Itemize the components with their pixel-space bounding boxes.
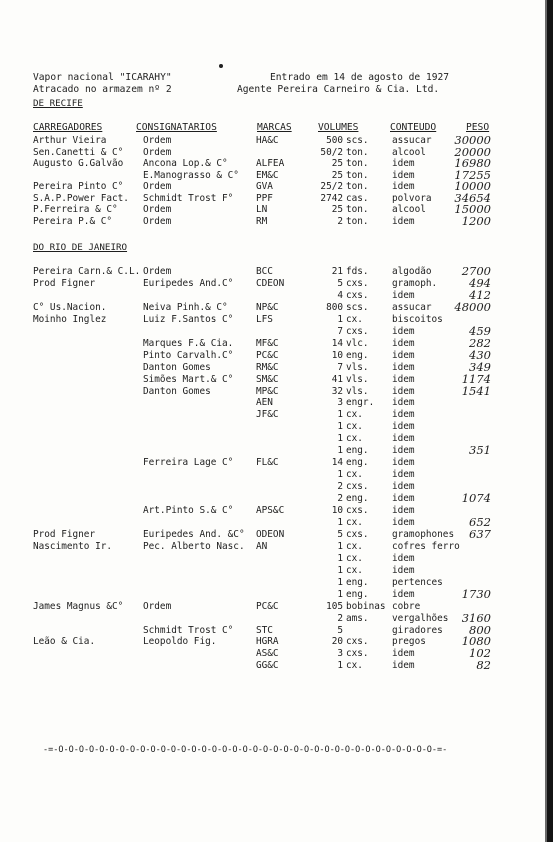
weight-cell: 459	[469, 323, 491, 338]
contents-cell: alcool	[392, 146, 426, 158]
mark-cell: BCC	[256, 266, 273, 277]
unit-cell: eng.	[346, 493, 369, 505]
consignee-cell: Luiz F.Santos C°	[143, 313, 234, 325]
contents-cell: giradores	[392, 624, 443, 636]
table-row	[0, 553, 553, 564]
table-row	[0, 397, 553, 408]
unit-cell: bobinas	[346, 600, 386, 612]
contents-cell: vergalhões	[392, 612, 449, 624]
contents-cell: cobre	[392, 600, 421, 612]
weight-cell: 16980	[454, 156, 491, 171]
volumes-cell: 4	[337, 289, 343, 301]
unit-cell: cx.	[346, 469, 363, 481]
weight-cell: 82	[476, 658, 491, 673]
volumes-cell: 25	[331, 169, 343, 181]
weight-cell: 349	[469, 359, 491, 374]
volumes-cell: 2	[337, 215, 343, 227]
table-row	[0, 493, 553, 504]
column-header-volumes: VOLUMES	[318, 122, 359, 133]
table-row	[0, 586, 553, 601]
mark-cell: MF&C	[256, 337, 279, 349]
mark-cell: RM	[256, 215, 268, 227]
volumes-cell: 41	[331, 373, 343, 385]
table-row	[0, 526, 553, 541]
contents-cell: idem	[392, 361, 415, 373]
contents-cell: idem	[392, 181, 415, 193]
volumes-cell: 1	[337, 469, 343, 481]
unit-cell: vls.	[346, 361, 369, 373]
weight-cell: 1200	[461, 213, 491, 228]
column-header-consignees: CONSIGNATARIOS	[136, 122, 217, 133]
unit-cell: vls.	[346, 385, 369, 397]
weight-cell: 34654	[454, 190, 491, 205]
contents-cell: idem	[392, 325, 415, 337]
table-row	[0, 371, 553, 386]
table-row	[0, 469, 553, 480]
table-row	[0, 457, 553, 468]
contents-cell: idem	[392, 169, 415, 181]
table-row	[0, 601, 553, 612]
consignee-cell: Euripedes And. &C°	[143, 528, 245, 540]
vessel-name: Vapor nacional "ICARAHY"	[33, 72, 172, 83]
weight-cell: 652	[469, 514, 491, 529]
volumes-cell: 2	[337, 481, 343, 493]
unit-cell: scs.	[346, 135, 369, 146]
shipper-cell: Nascimento Ir.	[33, 540, 113, 552]
contents-cell: algodão	[392, 266, 432, 277]
agent-info: Agente Pereira Carneiro & Cia. Ltd.	[237, 84, 440, 95]
consignee-cell: Pinto Carvalh.C°	[143, 349, 234, 361]
volumes-cell: 1	[337, 588, 343, 600]
unit-cell: cxs.	[346, 648, 369, 660]
volumes-cell: 2	[337, 612, 343, 624]
mark-cell: HA&C	[256, 135, 279, 146]
table-row	[0, 610, 553, 625]
shipper-cell: James Magnus &C°	[33, 600, 124, 612]
berth-info: Atracado no armazem nº 2	[33, 84, 172, 95]
unit-cell: ton.	[346, 158, 369, 170]
contents-cell: idem	[392, 469, 415, 481]
volumes-cell: 500	[326, 135, 343, 146]
unit-cell: eng.	[346, 588, 369, 600]
unit-cell: eng.	[346, 457, 369, 469]
weight-cell: 10000	[454, 179, 491, 194]
volumes-cell: 1	[337, 516, 343, 528]
contents-cell: idem	[392, 493, 415, 505]
consignee-cell: Marques F.& Cia.	[143, 337, 234, 349]
unit-cell: cas.	[346, 192, 369, 204]
volumes-cell: 105	[326, 600, 343, 612]
volumes-cell: 3	[337, 648, 343, 660]
contents-cell: gramoph.	[392, 277, 438, 289]
consignee-cell: Ordem	[143, 146, 172, 158]
contents-cell: idem	[392, 505, 415, 516]
unit-cell: cx.	[346, 433, 363, 445]
mark-cell: LN	[256, 204, 268, 216]
unit-cell: cxs.	[346, 277, 369, 289]
shipper-cell: Arthur Vieira	[33, 135, 107, 146]
consignee-cell: Art.Pinto S.& C°	[143, 505, 234, 516]
mark-cell: GG&C	[256, 660, 279, 672]
contents-cell: idem	[392, 481, 415, 493]
table-row	[0, 347, 553, 362]
weight-cell: 351	[469, 443, 491, 458]
unit-cell: cxs.	[346, 481, 369, 493]
shipper-cell: Pereira Carn.& C.L.	[33, 266, 141, 277]
volumes-cell: 1	[337, 540, 343, 552]
table-row	[0, 445, 553, 456]
contents-cell: idem	[392, 349, 415, 361]
mark-cell: LFS	[256, 313, 273, 325]
consignee-cell: Ferreira Lage C°	[143, 457, 234, 469]
volumes-cell: 7	[337, 325, 343, 337]
consignee-cell: Schmidt Trost C°	[143, 624, 234, 636]
mark-cell: RM&C	[256, 361, 279, 373]
consignee-cell: Ordem	[143, 600, 172, 612]
table-row	[0, 421, 553, 432]
contents-cell: idem	[392, 289, 415, 301]
contents-cell: assucar	[392, 301, 432, 313]
weight-cell: 15000	[454, 202, 491, 217]
mark-cell: AEN	[256, 397, 273, 409]
mark-cell: CDEON	[256, 277, 285, 289]
contents-cell: idem	[392, 516, 415, 528]
volumes-cell: 2742	[320, 192, 343, 204]
unit-cell: cxs.	[346, 289, 369, 301]
unit-cell: cx.	[346, 516, 363, 528]
mark-cell: FL&C	[256, 457, 279, 469]
table-row	[0, 359, 553, 374]
contents-cell: idem	[392, 588, 415, 600]
weight-cell: 30000	[454, 133, 491, 147]
volumes-cell: 25	[331, 158, 343, 170]
table-row	[0, 660, 553, 671]
volumes-cell: 2	[337, 493, 343, 505]
unit-cell: ams.	[346, 612, 369, 624]
mark-cell: AS&C	[256, 648, 279, 660]
contents-cell: idem	[392, 564, 415, 576]
unit-cell: cxs.	[346, 636, 369, 648]
unit-cell: ton.	[346, 146, 369, 158]
weight-cell: 102	[469, 646, 491, 661]
unit-cell: cx.	[346, 540, 363, 552]
contents-cell: idem	[392, 385, 415, 397]
contents-cell: idem	[392, 660, 415, 672]
unit-cell: engr.	[346, 397, 375, 409]
unit-cell: vlc.	[346, 337, 369, 349]
contents-cell: pertences	[392, 576, 443, 588]
shipper-cell: S.A.P.Power Fact.	[33, 192, 129, 204]
consignee-cell: Ordem	[143, 135, 172, 146]
table-row	[0, 299, 553, 314]
volumes-cell: 5	[337, 277, 343, 289]
unit-cell: vls.	[346, 373, 369, 385]
mark-cell: AN	[256, 540, 268, 552]
consignee-cell: Ordem	[143, 181, 172, 193]
mark-cell: PC&C	[256, 600, 279, 612]
consignee-cell: Euripedes And.C°	[143, 277, 234, 289]
contents-cell: idem	[392, 552, 415, 564]
weight-cell: 17255	[454, 167, 491, 182]
table-row	[0, 213, 553, 228]
mark-cell: GVA	[256, 181, 273, 193]
contents-cell: gramophones	[392, 528, 455, 540]
shipper-cell: Prod Figner	[33, 528, 96, 540]
weight-cell: 637	[469, 526, 491, 541]
weight-cell: 1541	[461, 383, 491, 398]
unit-cell: eng.	[346, 445, 369, 457]
weight-cell: 412	[469, 287, 491, 302]
volumes-cell: 20	[331, 636, 343, 648]
consignee-cell: Pec. Alberto Nasc.	[143, 540, 245, 552]
volumes-cell: 1	[337, 564, 343, 576]
contents-cell: idem	[392, 373, 415, 385]
shipper-cell: Prod Figner	[33, 277, 96, 289]
ink-dot	[219, 64, 223, 68]
unit-cell: fds.	[346, 266, 369, 277]
contents-cell: idem	[392, 158, 415, 170]
volumes-cell: 32	[331, 385, 343, 397]
table-row	[0, 409, 553, 420]
volumes-cell: 50/2	[320, 146, 343, 158]
unit-cell: cx.	[346, 552, 363, 564]
unit-cell: eng.	[346, 576, 369, 588]
contents-cell: idem	[392, 421, 415, 433]
mark-cell: HGRA	[256, 636, 279, 648]
consignee-cell: Ordem	[143, 204, 172, 216]
consignee-cell: Danton Gomes	[143, 385, 211, 397]
shipper-cell: P.Ferreira & C°	[33, 204, 118, 216]
consignee-cell: E.Manograsso & C°	[143, 169, 239, 181]
contents-cell: pregos	[392, 636, 426, 648]
volumes-cell: 1	[337, 552, 343, 564]
shipper-cell: Sen.Canetti & C°	[33, 146, 124, 158]
table-row	[0, 648, 553, 659]
volumes-cell: 10	[331, 505, 343, 516]
mark-cell: PPF	[256, 192, 273, 204]
volumes-cell: 14	[331, 337, 343, 349]
mark-cell: MP&C	[256, 385, 279, 397]
weight-cell: 282	[469, 335, 491, 350]
contents-cell: idem	[392, 433, 415, 445]
unit-cell: eng.	[346, 349, 369, 361]
consignee-cell: Schmidt Trost F°	[143, 192, 234, 204]
unit-cell: cxs.	[346, 528, 369, 540]
volumes-cell: 1	[337, 421, 343, 433]
weight-cell: 2700	[461, 264, 491, 278]
consignee-cell: Ordem	[143, 266, 172, 277]
shipper-cell: Leão & Cia.	[33, 636, 96, 648]
section-title: DO RIO DE JANEIRO	[33, 242, 128, 253]
mark-cell: NP&C	[256, 301, 279, 313]
weight-cell: 48000	[454, 299, 491, 314]
weight-cell: 1730	[461, 586, 491, 601]
column-header-contents: CONTEUDO	[390, 122, 437, 133]
contents-cell: idem	[392, 337, 415, 349]
volumes-cell: 10	[331, 349, 343, 361]
mark-cell: ODEON	[256, 528, 285, 540]
shipper-cell: C° Us.Nacion.	[33, 301, 107, 313]
table-row	[0, 565, 553, 576]
weight-cell: 1074	[461, 491, 491, 506]
shipper-cell: Pereira P.& C°	[33, 215, 113, 227]
consignee-cell: Leopoldo Fig.	[143, 636, 217, 648]
unit-cell: scs.	[346, 301, 369, 313]
consignee-cell: Neiva Pinh.& C°	[143, 301, 228, 313]
shipper-cell: Moinho Inglez	[33, 313, 107, 325]
table-row	[0, 541, 553, 552]
contents-cell: alcool	[392, 204, 426, 216]
column-header-shippers: CARREGADORES	[33, 122, 103, 133]
consignee-cell: Ancona Lop.& C°	[143, 158, 228, 170]
contents-cell: idem	[392, 397, 415, 409]
unit-cell: cx.	[346, 421, 363, 433]
contents-cell: biscoitos	[392, 313, 443, 325]
unit-cell: ton.	[346, 215, 369, 227]
unit-cell: ton.	[346, 169, 369, 181]
volumes-cell: 800	[326, 301, 343, 313]
volumes-cell: 14	[331, 457, 343, 469]
arrival-date: Entrado em 14 de agosto de 1927	[270, 72, 450, 83]
volumes-cell: 25	[331, 204, 343, 216]
mark-cell: APS&C	[256, 505, 285, 516]
weight-cell: 430	[469, 347, 491, 362]
contents-cell: idem	[392, 409, 415, 421]
volumes-cell: 1	[337, 433, 343, 445]
mark-cell: SM&C	[256, 373, 279, 385]
mark-cell: EM&C	[256, 169, 279, 181]
weight-cell: 800	[469, 622, 491, 637]
contents-cell: idem	[392, 215, 415, 227]
unit-cell: cx.	[346, 564, 363, 576]
shipper-cell: Pereira Pinto C°	[33, 181, 124, 193]
unit-cell: cxs.	[346, 325, 369, 337]
contents-cell: polvora	[392, 192, 432, 204]
column-header-weight: PESO	[466, 122, 490, 133]
volumes-cell: 5	[337, 528, 343, 540]
volumes-cell: 25/2	[320, 181, 343, 193]
volumes-cell: 1	[337, 313, 343, 325]
weight-cell: 1174	[461, 371, 491, 386]
shipper-cell: Augusto G.Galvão	[33, 158, 124, 170]
weight-cell: 1080	[461, 634, 491, 649]
volumes-cell: 1	[337, 660, 343, 672]
mark-cell: JF&C	[256, 409, 279, 421]
section-title: DE RECIFE	[33, 98, 83, 109]
mark-cell: PC&C	[256, 349, 279, 361]
volumes-cell: 5	[337, 624, 343, 636]
unit-cell: cxs.	[346, 505, 369, 516]
volumes-cell: 1	[337, 409, 343, 421]
mark-cell: ALFEA	[256, 158, 285, 170]
volumes-cell: 21	[331, 266, 343, 277]
contents-cell: cofres ferro	[392, 540, 460, 552]
contents-cell: assucar	[392, 135, 432, 146]
table-row	[0, 383, 553, 398]
consignee-cell: Ordem	[143, 215, 172, 227]
volumes-cell: 1	[337, 445, 343, 457]
unit-cell: ton.	[346, 204, 369, 216]
weight-cell: 3160	[461, 610, 491, 625]
consignee-cell: Danton Gomes	[143, 361, 211, 373]
volumes-cell: 7	[337, 361, 343, 373]
mark-cell: STC	[256, 624, 273, 636]
column-header-marks: MARCAS	[257, 122, 292, 133]
contents-cell: idem	[392, 457, 415, 469]
weight-cell: 494	[469, 275, 491, 290]
unit-cell: cx.	[346, 660, 363, 672]
unit-cell: ton.	[346, 181, 369, 193]
volumes-cell: 1	[337, 576, 343, 588]
consignee-cell: Simões Mart.& C°	[143, 373, 234, 385]
footer-rule: -=-O-O-O-O-O-O-O-O-O-O-O-O-O-O-O-O-O-O-O-O-O-O-O-O-O-O-O-O-O-O-O-O-O-O-O-O-O-=-	[43, 745, 448, 755]
unit-cell: cx.	[346, 313, 363, 325]
contents-cell: idem	[392, 648, 415, 660]
contents-cell: idem	[392, 445, 415, 457]
volumes-cell: 3	[337, 397, 343, 409]
weight-cell: 20000	[454, 144, 491, 159]
unit-cell: cx.	[346, 409, 363, 421]
